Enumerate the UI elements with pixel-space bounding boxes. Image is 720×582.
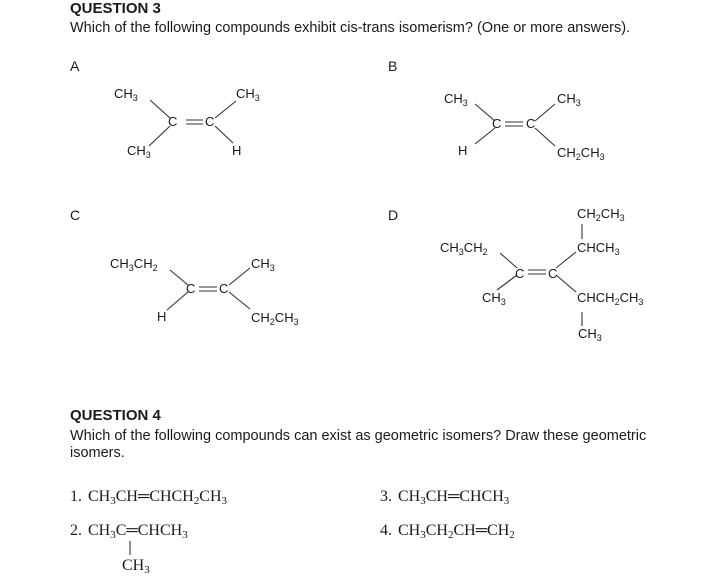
q4-item-2-branch: $CH_3$ xyxy=(122,557,150,576)
b-carbon-1: C xyxy=(492,116,502,131)
d-bottom-chch2ch3-group: $CHCH_2CH_3$ xyxy=(577,290,644,307)
d-bottom-left-group: $CH_3$ xyxy=(482,290,506,307)
d-carbon-2: C xyxy=(548,266,558,281)
c-top-left-group: $CH_3CH_2$ xyxy=(110,256,158,273)
q4-item-4-number: 4. xyxy=(380,522,392,539)
c-carbon-2: C xyxy=(219,281,229,296)
c-bottom-left-group: H xyxy=(157,309,167,324)
q4-item-3-formula: $CH_3CH═CHCH_3$ xyxy=(398,488,510,507)
a-carbon-2: C xyxy=(205,114,215,129)
option-c-label: C xyxy=(70,207,81,223)
a-carbon-1: C xyxy=(168,114,178,129)
a-top-right-group: $CH_3$ xyxy=(236,86,260,103)
q4-item-1-formula: $CH_3CH═CHCH_2CH_3$ xyxy=(88,488,228,507)
c-top-right-group: $CH_3$ xyxy=(251,256,275,273)
q4-item-1-number: 1. xyxy=(70,488,82,505)
a-top-left-group: $CH_3$ xyxy=(114,86,138,103)
question-3-title: QUESTION 3 xyxy=(70,0,161,17)
q4-item-3 xyxy=(380,488,509,506)
q4-item-4-formula: $CH_3CH_2CH═CH_2$ xyxy=(398,522,515,541)
b-top-left-group: $CH_3$ xyxy=(444,91,468,108)
question-4-text-line1: Which of the following compounds can exist as geometric isomers? Draw these geometric xyxy=(70,428,647,444)
q4-item-4 xyxy=(380,522,515,540)
option-b-label: B xyxy=(388,58,398,74)
b-bottom-right-group: $CH_2CH_3$ xyxy=(557,145,605,162)
c-carbon-1: C xyxy=(186,281,196,296)
question-4-title: QUESTION 4 xyxy=(70,407,161,424)
a-bottom-left-group: $CH_3$ xyxy=(127,143,151,160)
b-carbon-2: C xyxy=(526,116,536,131)
question-4-text-line2: isomers. xyxy=(70,445,125,461)
d-top-ethyl-group: $CH_2CH_3$ xyxy=(577,206,625,223)
d-top-left-group: $CH_3CH_2$ xyxy=(440,240,488,257)
option-d-label: D xyxy=(388,207,399,223)
q4-item-2-formula: $CH_3C═CHCH_3$ xyxy=(88,522,188,541)
c-bottom-right-group: $CH_2CH_3$ xyxy=(251,310,299,327)
q4-item-2-number: 2. xyxy=(70,522,82,539)
a-bottom-right-group: H xyxy=(232,143,242,158)
option-a-label: A xyxy=(70,58,80,74)
d-carbon-1: C xyxy=(515,266,525,281)
d-top-chch3-group: $CHCH_3$ xyxy=(577,240,620,257)
b-top-right-group: $CH_3$ xyxy=(557,91,581,108)
question-3-text: Which of the following compounds exhibit cis-trans isomerism? (One or more answers). xyxy=(70,20,631,36)
q4-item-3-number: 3. xyxy=(380,488,392,505)
b-bottom-left-group: H xyxy=(458,143,468,158)
d-bottom-ch3-group: $CH_3$ xyxy=(578,326,602,343)
